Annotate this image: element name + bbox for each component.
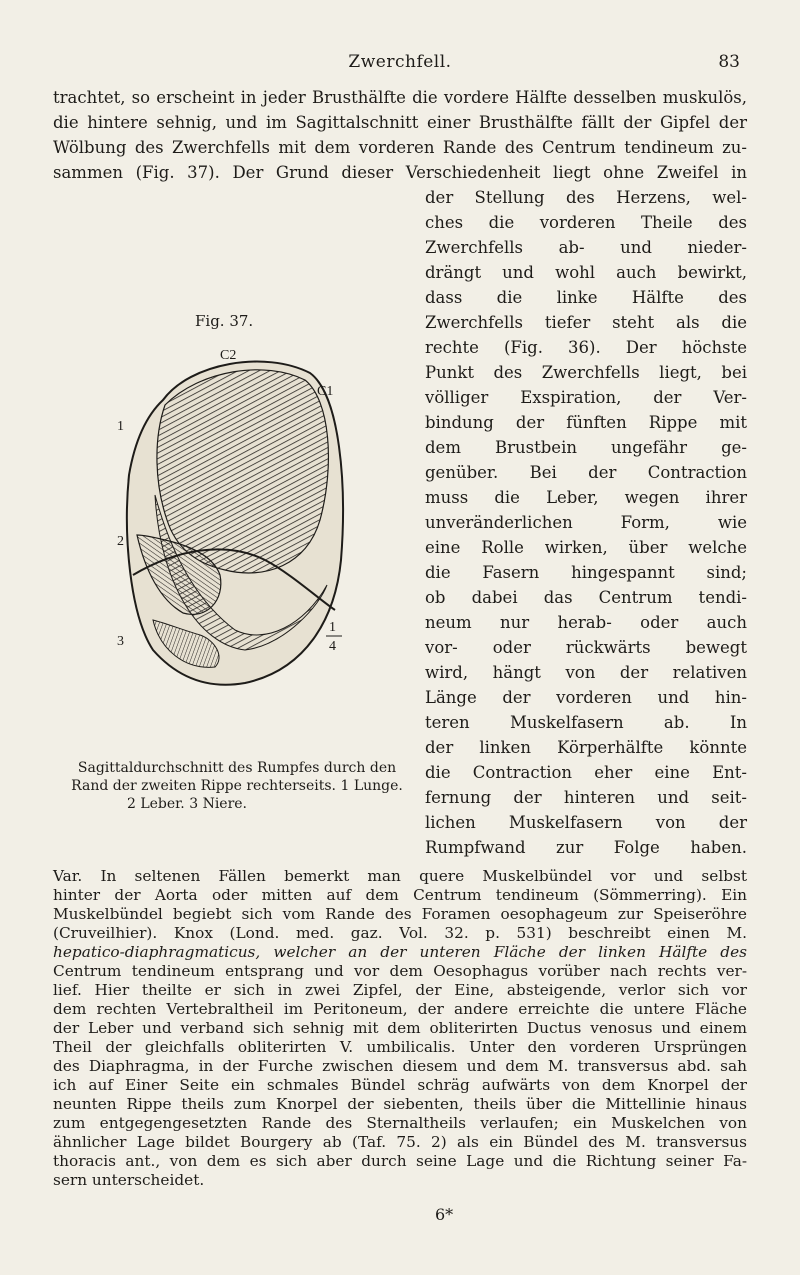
text-line: trachtet, so erscheint in jeder Brusthälfte die vordere Hälfte desselben muskulös, [53, 88, 747, 107]
text-line: Rumpfwand zur Folge haben. [425, 838, 747, 857]
text-line: Zwerchfells ab- und nieder- [425, 238, 747, 257]
text-line: fernung der hinteren und seit- [425, 788, 747, 807]
text-line: ob dabei das Centrum tendi- [425, 588, 747, 607]
figure-label: Fig. 37. [195, 312, 254, 330]
text-line: Punkt des Zwerchfells liegt, bei [425, 363, 747, 382]
figure-label-3: 3 [117, 634, 124, 649]
note-line: hinter der Aorta oder mitten auf dem Centrum tendineum (Sömmerring). Ein [53, 886, 747, 904]
text-line: Zwerchfells tiefer steht als die [425, 313, 747, 332]
figure-label-c1: C1 [317, 384, 334, 399]
figure-caption-line: Rand der zweiten Rippe rechterseits. 1 Lunge. [71, 778, 403, 794]
note-line: der Leber und verband sich sehnig mit dem obliterirten Ductus venosus und einem [53, 1019, 747, 1037]
text-line: die Fasern hingespannt sind; [425, 563, 747, 582]
note-line: Muskelbündel begiebt sich vom Rande des Foramen oesophageum zur Speiseröhre [53, 905, 747, 923]
text-line: rechte (Fig. 36). Der höchste [425, 338, 747, 357]
running-title: Zwerchfell. [348, 52, 452, 72]
figure-caption-line: 2 Leber. 3 Niere. [126, 796, 248, 812]
note-line: lief. Hier theilte er sich in zwei Zipfel, der Eine, absteigende, verlor sich vor [53, 981, 747, 999]
anatomical-figure [115, 345, 355, 700]
note-line: Var. In seltenen Fällen bemerkt man quere Muskelbündel vor und selbst [53, 867, 747, 885]
figure-label-c2: C2 [220, 348, 237, 363]
figure-label-1-left: 1 [117, 419, 124, 434]
note-line: dem rechten Vertebraltheil im Peritoneum, der andere erreichte die untere Fläche [53, 1000, 747, 1018]
note-line: Theil der gleichfalls obliterirten V. umbilicalis. Unter den vorderen Ursprüngen [53, 1038, 747, 1056]
text-line: die Contraction eher eine Ent- [425, 763, 747, 782]
note-line: des Diaphragma, in der Furche zwischen diesem und dem M. transversus abd. sah [53, 1057, 747, 1075]
text-line: muss die Leber, wegen ihrer [425, 488, 747, 507]
text-line: teren Muskelfasern ab. In [425, 713, 747, 732]
figure-label-1-right: 1 [329, 620, 336, 635]
figure-label-2: 2 [117, 534, 124, 549]
text-line: vor- oder rückwärts bewegt [425, 638, 747, 657]
note-line: thoracis ant., von dem es sich aber durch seine Lage und die Richtung seiner Fa- [53, 1152, 747, 1170]
text-line: bindung der fünften Rippe mit [425, 413, 747, 432]
note-line: zum entgegengesetzten Rande des Sternaltheils verlaufen; ein Muskelchen von [53, 1114, 747, 1132]
text-line: Wölbung des Zwerchfells mit dem vorderen Rande des Centrum tendineum zu- [53, 138, 747, 157]
text-line: die hintere sehnig, und im Sagittalschnitt einer Brusthälfte fällt der Gipfel der [53, 113, 747, 132]
text-line: der linken Körperhälfte könnte [425, 738, 747, 757]
text-line: lichen Muskelfasern von der [425, 813, 747, 832]
page-number: 83 [718, 52, 740, 72]
note-line: Centrum tendineum entsprang und vor dem Oesophagus vorüber nach rechts ver- [53, 962, 747, 980]
text-line: dass die linke Hälfte des [425, 288, 747, 307]
text-line: ches die vorderen Theile des [425, 213, 747, 232]
note-line: ähnlicher Lage bildet Bourgery ab (Taf. 75. 2) als ein Bündel des M. transversus [53, 1133, 747, 1151]
note-line: (Cruveilhier). Knox (Lond. med. gaz. Vol. 32. p. 531) beschreibt einen M. [53, 924, 747, 942]
note-line: ich auf Einer Seite ein schmales Bündel schräg aufwärts von dem Knorpel der [53, 1076, 747, 1094]
text-line: neum nur herab- oder auch [425, 613, 747, 632]
text-line: völliger Exspiration, der Ver- [425, 388, 747, 407]
note-line: hepatico-diaphragmaticus, welcher an der unteren Fläche der linken Hälfte des [53, 943, 747, 961]
figure-label-4: 4 [329, 639, 336, 654]
text-line: genüber. Bei der Contraction [425, 463, 747, 482]
figure-caption-line: Sagittaldurchschnitt des Rumpfes durch den [77, 760, 397, 776]
text-line: eine Rolle wirken, über welche [425, 538, 747, 557]
note-line: sern unterscheidet. [53, 1171, 205, 1189]
text-line: drängt und wohl auch bewirkt, [425, 263, 747, 282]
note-line: neunten Rippe theils zum Knorpel der siebenten, theils über die Mittellinie hinaus [53, 1095, 747, 1113]
text-line: dem Brustbein ungefähr ge- [425, 438, 747, 457]
text-line: Länge der vorderen und hin- [425, 688, 747, 707]
text-line: der Stellung des Herzens, wel- [425, 188, 747, 207]
text-line: wird, hängt von der relativen [425, 663, 747, 682]
text-line: sammen (Fig. 37). Der Grund dieser Verschiedenheit liegt ohne Zweifel in [53, 163, 747, 182]
text-line: unveränderlichen Form, wie [425, 513, 747, 532]
page-header [0, 52, 800, 76]
signature-mark: 6* [435, 1205, 454, 1224]
